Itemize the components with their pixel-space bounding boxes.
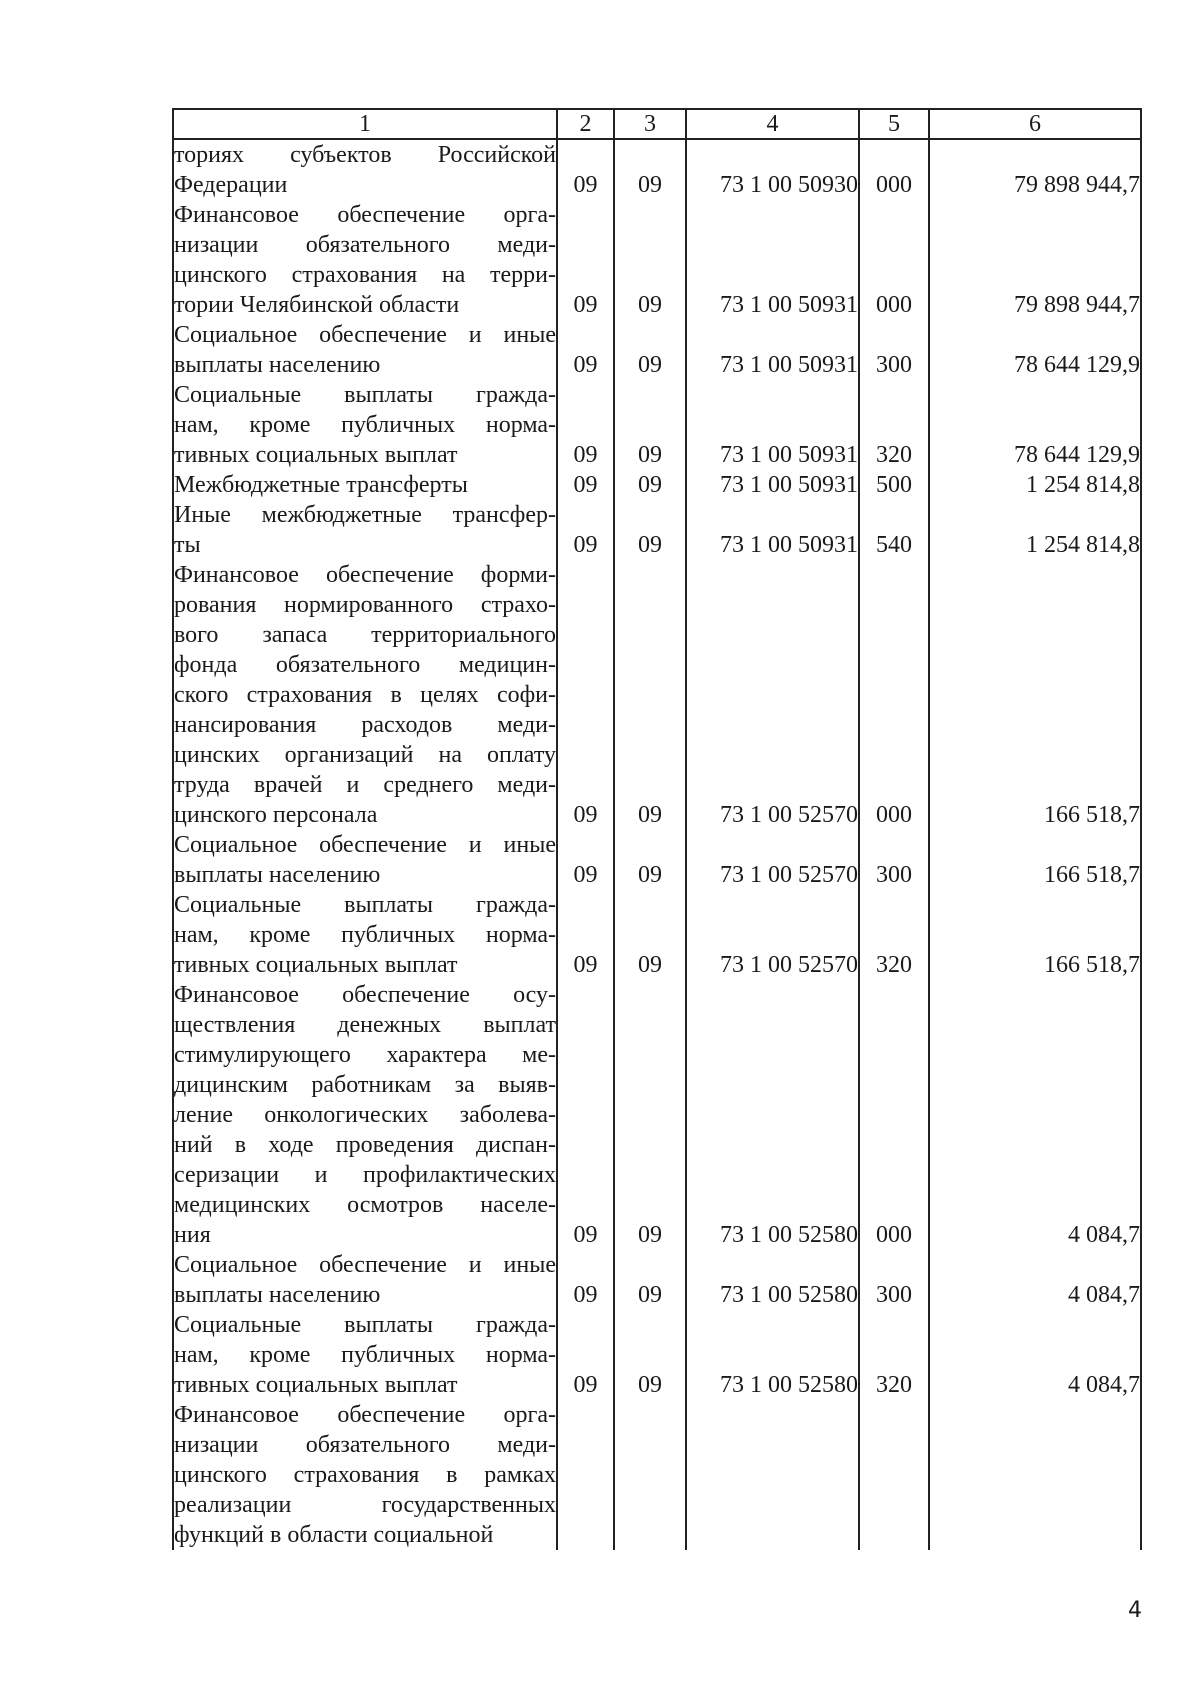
subsection-code: 09 (614, 1250, 686, 1310)
section-code: 09 (557, 380, 614, 470)
expense-type-code: 000 (859, 139, 929, 200)
table-row (173, 1400, 1141, 1550)
expense-type-code: 300 (859, 830, 929, 890)
table-row (173, 500, 1141, 560)
target-item-code: 73 1 00 50930 (686, 139, 859, 200)
description-line: цинского персонала (174, 802, 378, 828)
description-line: Социальное обеспечение и иные (174, 832, 556, 858)
target-item-code: 73 1 00 52580 (686, 1250, 859, 1310)
table-header-row (173, 109, 1141, 139)
description-line: серизации и профилактических (174, 1162, 556, 1188)
row-description (173, 1310, 557, 1400)
table-row (173, 200, 1141, 320)
subsection-code: 09 (614, 1310, 686, 1400)
table-row (173, 470, 1141, 500)
budget-table (172, 108, 1142, 1550)
amount-value: 4 084,7 (929, 1310, 1141, 1400)
description-line: ториях субъектов Российской (174, 142, 556, 168)
row-description (173, 320, 557, 380)
description-line: нам, кроме публичных норма- (174, 1342, 556, 1368)
expense-type-code: 320 (859, 1310, 929, 1400)
expense-type-code: 320 (859, 890, 929, 980)
table-row (173, 560, 1141, 830)
description-line: Финансовое обеспечение орга- (174, 1402, 556, 1428)
description-line: Социальное обеспечение и иные (174, 322, 556, 348)
table-row (173, 380, 1141, 470)
amount-value: 79 898 944,7 (929, 200, 1141, 320)
section-code: 09 (557, 830, 614, 890)
subsection-code: 09 (614, 380, 686, 470)
description-line: стимулирующего характера ме- (174, 1042, 556, 1068)
amount-value: 4 084,7 (929, 1250, 1141, 1310)
section-code: 09 (557, 500, 614, 560)
amount-value: 166 518,7 (929, 890, 1141, 980)
target-item-code: 73 1 00 52580 (686, 1310, 859, 1400)
description-line: низации обязательного меди- (174, 232, 556, 258)
description-line: выплаты населению (174, 352, 381, 378)
section-code: 09 (557, 1310, 614, 1400)
column-header-3: 3 (614, 109, 686, 139)
target-item-code: 73 1 00 50931 (686, 500, 859, 560)
amount-value: 78 644 129,9 (929, 320, 1141, 380)
section-code: 09 (557, 890, 614, 980)
description-line: Финансовое обеспечение осу- (174, 982, 556, 1008)
description-line: Межбюджетные трансферты (174, 472, 468, 498)
table-row (173, 1310, 1141, 1400)
target-item-code: 73 1 00 52570 (686, 890, 859, 980)
amount-value: 78 644 129,9 (929, 380, 1141, 470)
subsection-code: 09 (614, 139, 686, 200)
table-row (173, 890, 1141, 980)
target-item-code (686, 1400, 859, 1550)
column-header-2: 2 (557, 109, 614, 139)
target-item-code: 73 1 00 50931 (686, 470, 859, 500)
description-line: ществления денежных выплат (174, 1012, 556, 1038)
row-description (173, 980, 557, 1250)
description-line: рования нормированного страхо- (174, 592, 556, 618)
description-line: ния (174, 1222, 211, 1248)
row-description (173, 560, 557, 830)
description-line: ского страхования в целях софи- (174, 682, 556, 708)
amount-value: 79 898 944,7 (929, 139, 1141, 200)
description-line: низации обязательного меди- (174, 1432, 556, 1458)
row-description (173, 1400, 557, 1550)
description-line: труда врачей и среднего меди- (174, 772, 556, 798)
section-code: 09 (557, 200, 614, 320)
description-line: тории Челябинской области (174, 292, 460, 318)
amount-value (929, 1400, 1141, 1550)
description-line: нам, кроме публичных норма- (174, 412, 556, 438)
subsection-code: 09 (614, 200, 686, 320)
description-line: ление онкологических заболева- (174, 1102, 556, 1128)
description-line: нам, кроме публичных норма- (174, 922, 556, 948)
description-line: Социальное обеспечение и иные (174, 1252, 556, 1278)
target-item-code: 73 1 00 52570 (686, 830, 859, 890)
description-line: вого запаса территориального (174, 622, 556, 648)
row-description (173, 830, 557, 890)
description-line: тивных социальных выплат (174, 1372, 458, 1398)
page-number: 4 (1128, 1598, 1142, 1623)
description-line: реализации государственных (174, 1492, 556, 1518)
description-line: цинских организаций на оплату (174, 742, 556, 768)
amount-value: 1 254 814,8 (929, 470, 1141, 500)
section-code: 09 (557, 320, 614, 380)
description-line: ний в ходе проведения диспан- (174, 1132, 556, 1158)
subsection-code: 09 (614, 500, 686, 560)
expense-type-code: 300 (859, 1250, 929, 1310)
section-code: 09 (557, 139, 614, 200)
target-item-code: 73 1 00 50931 (686, 320, 859, 380)
row-description (173, 380, 557, 470)
target-item-code: 73 1 00 50931 (686, 200, 859, 320)
description-line: выплаты населению (174, 862, 381, 888)
subsection-code: 09 (614, 980, 686, 1250)
amount-value: 4 084,7 (929, 980, 1141, 1250)
subsection-code: 09 (614, 560, 686, 830)
table-row (173, 830, 1141, 890)
description-line: дицинским работникам за выяв- (174, 1072, 556, 1098)
description-line: ты (174, 532, 201, 558)
expense-type-code: 540 (859, 500, 929, 560)
expense-type-code: 000 (859, 560, 929, 830)
row-description (173, 1250, 557, 1310)
expense-type-code: 500 (859, 470, 929, 500)
row-description (173, 890, 557, 980)
section-code: 09 (557, 980, 614, 1250)
row-description (173, 200, 557, 320)
subsection-code: 09 (614, 320, 686, 380)
row-description (173, 139, 557, 200)
description-line: медицинских осмотров населе- (174, 1192, 556, 1218)
amount-value: 166 518,7 (929, 830, 1141, 890)
row-description (173, 470, 557, 500)
description-line: тивных социальных выплат (174, 952, 458, 978)
description-line: функций в области социальной (174, 1522, 494, 1548)
subsection-code: 09 (614, 890, 686, 980)
expense-type-code: 320 (859, 380, 929, 470)
section-code: 09 (557, 1250, 614, 1310)
description-line: цинского страхования в рамках (174, 1462, 556, 1488)
section-code: 09 (557, 560, 614, 830)
description-line: Социальные выплаты гражда- (174, 382, 556, 408)
column-header-1: 1 (173, 109, 557, 139)
target-item-code: 73 1 00 50931 (686, 380, 859, 470)
amount-value: 1 254 814,8 (929, 500, 1141, 560)
table-row (173, 1250, 1141, 1310)
description-line: тивных социальных выплат (174, 442, 458, 468)
expense-type-code (859, 1400, 929, 1550)
target-item-code: 73 1 00 52570 (686, 560, 859, 830)
row-description (173, 500, 557, 560)
expense-type-code: 000 (859, 980, 929, 1250)
column-header-4: 4 (686, 109, 859, 139)
amount-value: 166 518,7 (929, 560, 1141, 830)
description-line: выплаты населению (174, 1282, 381, 1308)
section-code (557, 1400, 614, 1550)
target-item-code: 73 1 00 52580 (686, 980, 859, 1250)
expense-type-code: 300 (859, 320, 929, 380)
subsection-code: 09 (614, 470, 686, 500)
subsection-code (614, 1400, 686, 1550)
column-header-6: 6 (929, 109, 1141, 139)
description-line: Иные межбюджетные трансфер- (174, 502, 556, 528)
description-line: Социальные выплаты гражда- (174, 892, 556, 918)
table-row (173, 980, 1141, 1250)
description-line: Финансовое обеспечение форми- (174, 562, 556, 588)
table-row (173, 139, 1141, 200)
table-row (173, 320, 1141, 380)
column-header-5: 5 (859, 109, 929, 139)
expense-type-code: 000 (859, 200, 929, 320)
description-line: Федерации (174, 172, 288, 198)
description-line: цинского страхования на терри- (174, 262, 556, 288)
description-line: фонда обязательного медицин- (174, 652, 556, 678)
description-line: нансирования расходов меди- (174, 712, 556, 738)
description-line: Финансовое обеспечение орга- (174, 202, 556, 228)
table-body (173, 139, 1141, 1550)
subsection-code: 09 (614, 830, 686, 890)
section-code: 09 (557, 470, 614, 500)
description-line: Социальные выплаты гражда- (174, 1312, 556, 1338)
